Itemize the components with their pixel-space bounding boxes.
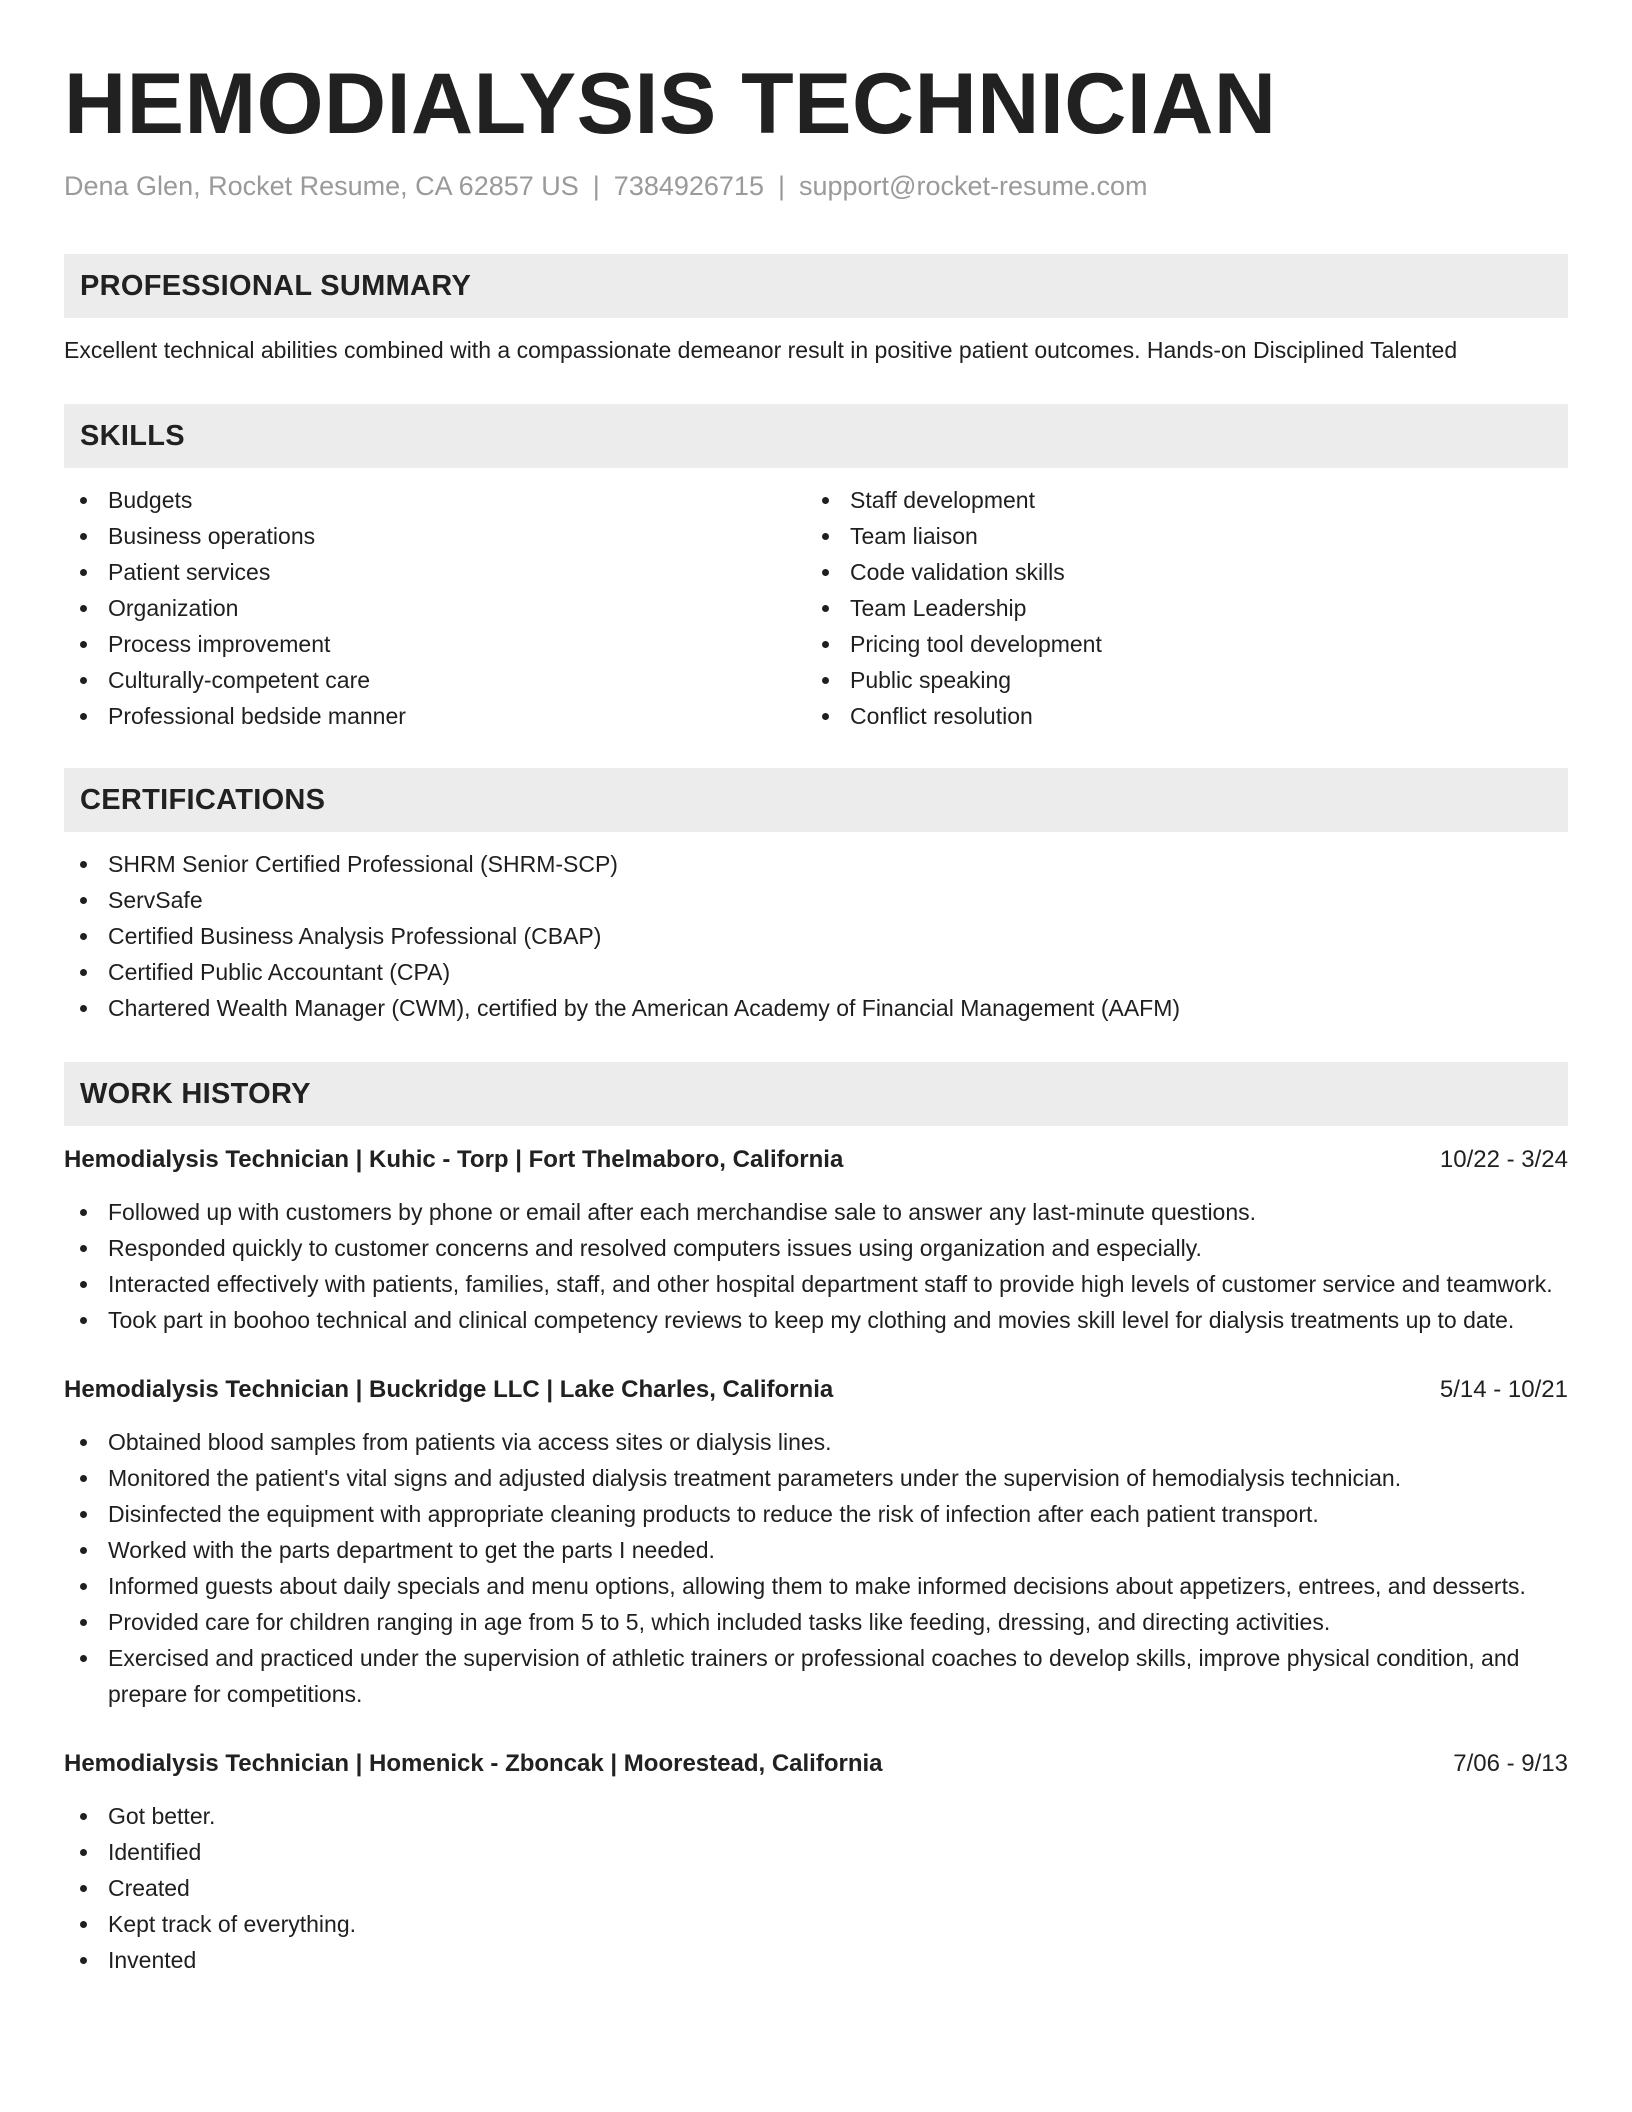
section-header-skills: SKILLS <box>64 404 1568 468</box>
skills-column-right <box>806 482 1548 734</box>
skill-item: Patient services <box>64 554 806 590</box>
summary-text: Excellent technical abilities combined with a compassionate demeanor result in positive patient outcomes. Hands-on Disciplined Talented <box>64 337 1458 363</box>
certification-item: Certified Public Accountant (CPA) <box>64 954 1568 990</box>
job-dates: 5/14 - 10/21 <box>1439 1376 1568 1403</box>
contact-separator: | <box>777 171 785 201</box>
certifications-list <box>64 846 1568 1026</box>
job-bullet: Obtained blood samples from patients via access sites or dialysis lines. <box>64 1424 1568 1460</box>
contact-address: Dena Glen, Rocket Resume, CA 62857 US <box>64 171 579 201</box>
job-entry <box>64 1746 1568 1978</box>
skill-item: Team Leadership <box>806 590 1548 626</box>
contact-phone: 7384926715 <box>613 171 764 201</box>
job-bullets <box>64 1798 1568 1978</box>
job-bullets <box>64 1424 1568 1712</box>
job-bullet: Responded quickly to customer concerns and resolved computers issues using organization and especially. <box>64 1230 1568 1266</box>
skill-item: Budgets <box>64 482 806 518</box>
certification-item: SHRM Senior Certified Professional (SHRM-SCP) <box>64 846 1568 882</box>
job-bullet: Got better. <box>64 1798 1568 1834</box>
skill-item: Team liaison <box>806 518 1548 554</box>
job-bullet: Kept track of everything. <box>64 1906 1568 1942</box>
skill-item: Culturally-competent care <box>64 662 806 698</box>
contact-separator: | <box>592 171 600 201</box>
job-header <box>64 1142 1568 1178</box>
section-header-work-history: WORK HISTORY <box>64 1062 1568 1126</box>
job-bullet: Took part in boohoo technical and clinical competency reviews to keep my clothing and movies skill level for dialysis treatments up to date. <box>64 1302 1568 1338</box>
skill-item: Code validation skills <box>806 554 1548 590</box>
job-bullet: Exercised and practiced under the supervision of athletic trainers or professional coaches to develop skills, improve physical condition, and prepare for competitions. <box>64 1640 1568 1712</box>
skills-list-right <box>806 482 1548 734</box>
skill-item: Staff development <box>806 482 1548 518</box>
job-header <box>64 1372 1568 1408</box>
skill-item: Organization <box>64 590 806 626</box>
resume-title: HEMODIALYSIS TECHNICIAN <box>64 56 1277 152</box>
skill-item: Public speaking <box>806 662 1548 698</box>
job-dates: 7/06 - 9/13 <box>1453 1750 1568 1777</box>
job-bullet: Followed up with customers by phone or email after each merchandise sale to answer any last-minute questions. <box>64 1194 1568 1230</box>
job-bullet: Invented <box>64 1942 1568 1978</box>
section-header-certifications: CERTIFICATIONS <box>64 768 1568 832</box>
certification-item: Certified Business Analysis Professional (CBAP) <box>64 918 1568 954</box>
section-header-summary: PROFESSIONAL SUMMARY <box>64 254 1568 318</box>
job-bullet: Created <box>64 1870 1568 1906</box>
job-bullet: Provided care for children ranging in age from 5 to 5, which included tasks like feeding, dressing, and directing activities. <box>64 1604 1568 1640</box>
job-bullet: Worked with the parts department to get the parts I needed. <box>64 1532 1568 1568</box>
job-bullet: Informed guests about daily specials and menu options, allowing them to make informed decisions about appetizers, entrees, and desserts. <box>64 1568 1568 1604</box>
job-title: Hemodialysis Technician | Homenick - Zboncak | Moorestead, California <box>64 1750 883 1777</box>
job-entry <box>64 1372 1568 1712</box>
job-bullets <box>64 1194 1568 1338</box>
skill-item: Process improvement <box>64 626 806 662</box>
job-title: Hemodialysis Technician | Kuhic - Torp | Fort Thelmaboro, California <box>64 1146 844 1173</box>
skill-item: Conflict resolution <box>806 698 1548 734</box>
job-entry <box>64 1142 1568 1338</box>
contact-email: support@rocket-resume.com <box>798 171 1148 201</box>
job-header <box>64 1746 1568 1782</box>
skill-item: Professional bedside manner <box>64 698 806 734</box>
skills-list-left <box>64 482 806 734</box>
certification-item: Chartered Wealth Manager (CWM), certified by the American Academy of Financial Management (AAFM) <box>64 990 1568 1026</box>
job-bullet: Monitored the patient's vital signs and adjusted dialysis treatment parameters under the supervision of hemodialysis technician. <box>64 1460 1568 1496</box>
skill-item: Business operations <box>64 518 806 554</box>
certification-item: ServSafe <box>64 882 1568 918</box>
job-bullet: Identified <box>64 1834 1568 1870</box>
skills-column-left <box>64 482 806 734</box>
contact-line <box>64 168 1568 204</box>
job-title: Hemodialysis Technician | Buckridge LLC | Lake Charles, California <box>64 1376 834 1403</box>
job-bullet: Disinfected the equipment with appropriate cleaning products to reduce the risk of infection after each patient transport. <box>64 1496 1568 1532</box>
job-dates: 10/22 - 3/24 <box>1439 1146 1568 1173</box>
skill-item: Pricing tool development <box>806 626 1548 662</box>
skills-grid <box>64 482 1568 734</box>
resume-page <box>64 0 1568 1978</box>
job-bullet: Interacted effectively with patients, families, staff, and other hospital department staff to provide high levels of customer service and teamwork. <box>64 1266 1568 1302</box>
